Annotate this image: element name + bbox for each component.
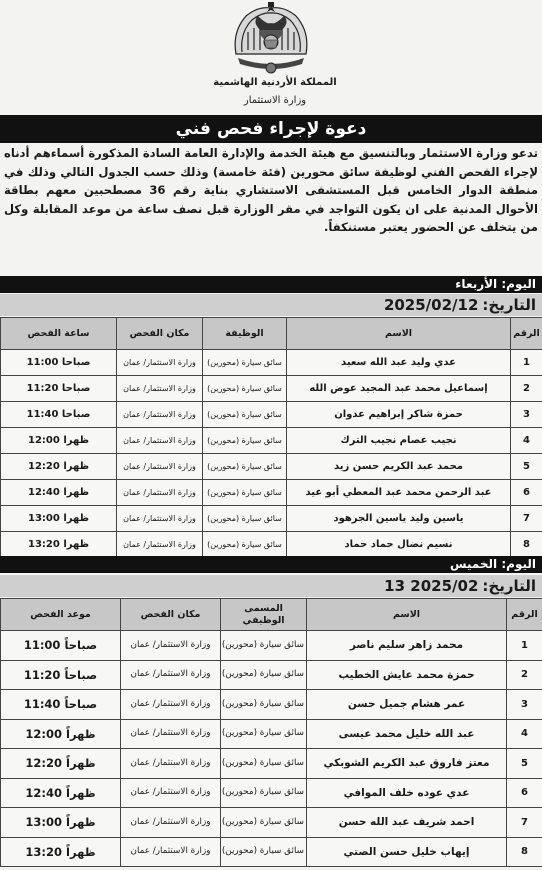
exam-location: وزارة الاستثمار/ عمان (117, 480, 203, 506)
table-row (1, 428, 542, 454)
header-job: المسمى الوظيفي (221, 599, 307, 631)
exam-time: 11:00 صباحاً (1, 631, 121, 661)
row-number: 4 (507, 719, 542, 749)
job-title: سائق سيارة (محورين) (203, 350, 287, 376)
job-title: سائق سيارة (محورين) (221, 749, 307, 779)
table-row (1, 808, 542, 838)
table-row (1, 376, 542, 402)
job-title: سائق سيارة (محورين) (203, 428, 287, 454)
table-row (1, 532, 542, 558)
table-header-row (1, 318, 542, 350)
exam-time: 12:20 ظهرا (1, 454, 117, 480)
exam-location: وزارة الاستثمار/ عمان (121, 749, 221, 779)
exam-location: وزارة الاستثمار/ عمان (121, 690, 221, 720)
header-job: الوظيفة (203, 318, 287, 350)
job-title: سائق سيارة (محورين) (221, 778, 307, 808)
day-label-thursday: اليوم: الخميس (0, 556, 542, 573)
exam-location: وزارة الاستثمار/ عمان (117, 506, 203, 532)
candidate-name: نجيب عصام نجيب الترك (287, 428, 511, 454)
schedule-table-thursday (0, 598, 542, 867)
table-row (1, 749, 542, 779)
candidate-name: احمد شريف عبد الله حسن (307, 808, 507, 838)
candidate-name: عبد الله خليل محمد عيسى (307, 719, 507, 749)
job-title: سائق سيارة (محورين) (203, 506, 287, 532)
header-name: الاسم (307, 599, 507, 631)
exam-location: وزارة الاستثمار/ عمان (121, 719, 221, 749)
row-number: 2 (507, 660, 542, 690)
job-title: سائق سيارة (محورين) (221, 719, 307, 749)
job-title: سائق سيارة (محورين) (221, 690, 307, 720)
exam-location: وزارة الاستثمار/ عمان (121, 778, 221, 808)
table-row (1, 506, 542, 532)
header-time: ساعة الفحص (1, 318, 117, 350)
exam-time: 13:00 ظهراً (1, 808, 121, 838)
table-header-row (1, 599, 542, 631)
table-row (1, 480, 542, 506)
exam-time: 12:00 ظهراً (1, 719, 121, 749)
date-row-thursday (0, 575, 542, 597)
candidate-name: عبد الرحمن محمد عبد المعطي أبو عيد (287, 480, 511, 506)
row-number: 7 (507, 808, 542, 838)
table-row (1, 631, 542, 661)
exam-time: 11:20 صباحا (1, 376, 117, 402)
job-title: سائق سيارة (محورين) (203, 376, 287, 402)
exam-location: وزارة الاستثمار/ عمان (117, 402, 203, 428)
exam-location: وزارة الاستثمار/ عمان (117, 350, 203, 376)
schedule-table-wednesday (0, 317, 542, 558)
date-row-wednesday (0, 294, 542, 316)
header-num: الرقم (507, 599, 542, 631)
candidate-name: إسماعيل محمد عبد المجيد عوض الله (287, 376, 511, 402)
row-number: 7 (511, 506, 542, 532)
exam-time: 13:20 ظهرا (1, 532, 117, 558)
date-label: التاريخ: (482, 296, 536, 314)
row-number: 5 (507, 749, 542, 779)
table-row (1, 690, 542, 720)
exam-time: 12:20 ظهراً (1, 749, 121, 779)
kingdom-name: المملكة الأردنية الهاشمية (213, 77, 337, 88)
row-number: 3 (507, 690, 542, 720)
table-row (1, 454, 542, 480)
candidate-name: إيهاب خليل حسن الصتي (307, 837, 507, 867)
exam-time: 12:00 ظهرا (1, 428, 117, 454)
row-number: 6 (511, 480, 542, 506)
header-place: مكان الفحص (121, 599, 221, 631)
exam-time: 13:00 ظهرا (1, 506, 117, 532)
exam-location: وزارة الاستثمار/ عمان (121, 808, 221, 838)
page-title: دعوة لإجراء فحص فني (0, 115, 542, 143)
job-title: سائق سيارة (محورين) (203, 402, 287, 428)
job-title: سائق سيارة (محورين) (203, 480, 287, 506)
candidate-name: عدي عوده خلف الموافي (307, 778, 507, 808)
candidate-name: ياسين وليد ياسين الجرهود (287, 506, 511, 532)
table-row (1, 719, 542, 749)
exam-time: 11:40 صباحا (1, 402, 117, 428)
header-place: مكان الفحص (117, 318, 203, 350)
exam-time: 13:20 ظهراً (1, 837, 121, 867)
exam-time: 12:40 ظهراً (1, 778, 121, 808)
candidate-name: محمد عبد الكريم حسن زيد (287, 454, 511, 480)
row-number: 2 (511, 376, 542, 402)
exam-time: 11:00 صباحا (1, 350, 117, 376)
candidate-name: معتز فاروق عبد الكريم الشوبكي (307, 749, 507, 779)
candidate-name: عدي وليد عبد الله سعيد (287, 350, 511, 376)
intro-paragraph: تدعو وزارة الاستثمار وبالتنسيق مع هيئة الخدمة والإدارة العامة السادة المذكورة أسماءهم أدناه لإجراء الفحص الفني لوظيفة سائق محورين (فئة خامسة) وذلك حسب الجدول التالي وذلك في منطقة الدوار الخامس قبل المستشفى الاستشاري بناية رقم 36 مصطحبين معهم بطاقة الأحوال المدنية على ان يكون التواجد في مقر الوزارة قبل نصف ساعة من موعد المقابلة وكل من يتخلف عن الحضور يعتبر مستنكفاً. (4, 146, 538, 235)
exam-location: وزارة الاستثمار/ عمان (117, 454, 203, 480)
job-title: سائق سيارة (محورين) (203, 532, 287, 558)
ministry-name: وزارة الاستثمار (243, 95, 307, 106)
header-num: الرقم (511, 318, 542, 350)
date-value: 2025/02/12 (383, 296, 479, 314)
job-title: سائق سيارة (محورين) (203, 454, 287, 480)
job-title: سائق سيارة (محورين) (221, 808, 307, 838)
exam-time: 11:20 صباحاً (1, 660, 121, 690)
letterhead (0, 0, 542, 115)
candidate-name: حمزة محمد عايش الخطيب (307, 660, 507, 690)
job-title: سائق سيارة (محورين) (221, 660, 307, 690)
exam-time: 11:40 صباحاً (1, 690, 121, 720)
exam-location: وزارة الاستثمار/ عمان (121, 837, 221, 867)
exam-time: 12:40 ظهرا (1, 480, 117, 506)
row-number: 8 (507, 837, 542, 867)
exam-location: وزارة الاستثمار/ عمان (117, 428, 203, 454)
header-time: موعد الفحص (1, 599, 121, 631)
exam-location: وزارة الاستثمار/ عمان (121, 660, 221, 690)
header-name: الاسم (287, 318, 511, 350)
table-row (1, 778, 542, 808)
row-number: 3 (511, 402, 542, 428)
jordan-coat-of-arms-icon (228, 2, 314, 76)
candidate-name: نسيم نضال حماد حماد (287, 532, 511, 558)
candidate-name: حمزة شاكر إبراهيم عدوان (287, 402, 511, 428)
table-row (1, 402, 542, 428)
row-number: 8 (511, 532, 542, 558)
candidate-name: محمد زاهر سليم ناصر (307, 631, 507, 661)
job-title: سائق سيارة (محورين) (221, 837, 307, 867)
row-number: 1 (507, 631, 542, 661)
date-label: التاريخ: (482, 577, 536, 595)
table-row (1, 660, 542, 690)
row-number: 5 (511, 454, 542, 480)
table-row (1, 837, 542, 867)
date-value: 2025/02 13 (384, 577, 479, 595)
row-number: 6 (507, 778, 542, 808)
table-row (1, 350, 542, 376)
exam-location: وزارة الاستثمار/ عمان (117, 532, 203, 558)
row-number: 1 (511, 350, 542, 376)
day-label-wednesday: اليوم: الأربعاء (0, 276, 542, 293)
exam-location: وزارة الاستثمار/ عمان (117, 376, 203, 402)
job-title: سائق سيارة (محورين) (221, 631, 307, 661)
candidate-name: عمر هشام جميل حسن (307, 690, 507, 720)
exam-location: وزارة الاستثمار/ عمان (121, 631, 221, 661)
row-number: 4 (511, 428, 542, 454)
